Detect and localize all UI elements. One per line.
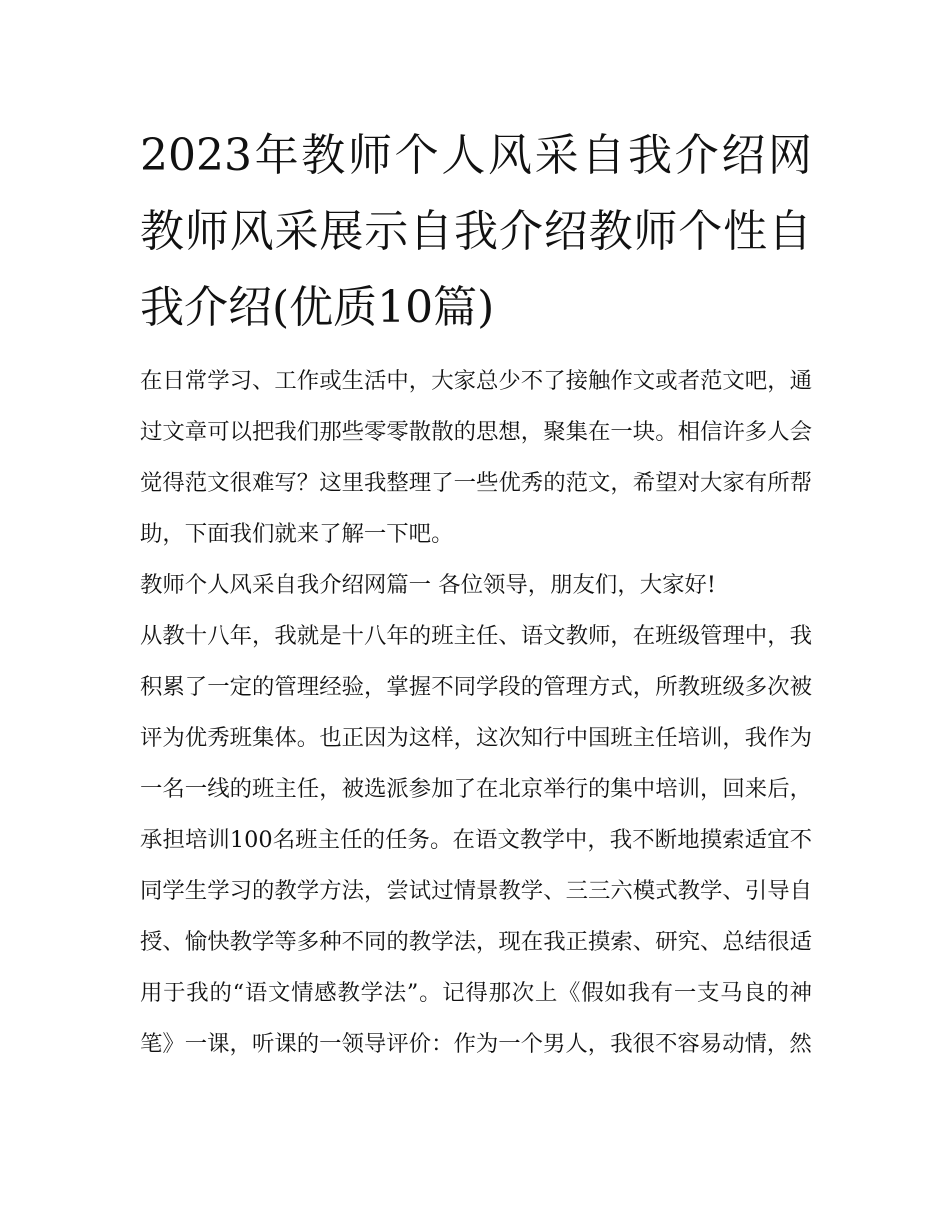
document-body: [140, 356, 812, 1070]
intro-paragraph: 在日常学习、工作或生活中，大家总少不了接触作文或者范文吧，通过文章可以把我们那些零零散散的思想，聚集在一块。相信许多人会觉得范文很难写？这里我整理了一些优秀的范文，希望对大家有所帮助，下面我们就来了解一下吧。: [140, 368, 812, 547]
body-paragraph: 从教十八年，我就是十八年的班主任、语文教师，在班级管理中，我积累了一定的管理经验，掌握不同学段的管理方式，所教班级多次被评为优秀班集体。也正因为这样，这次知行中国班主任培训，我作为一名一线的班主任，被选派参加了在北京举行的集中培训，回来后，承担培训100名班主任的任务。在语文教学中，我不断地摸索适宜不同学生学习的教学方法，尝试过情景教学、三三六模式教学、引导自授、愉快教学等多种不同的教学法，现在我正摸索、研究、总结很适用于我的“语文情感教学法”。记得那次上《假如我有一支马良的神笔》一课，听课的一领导评价：作为一个男人，我很不容易动情，然: [140, 623, 812, 1057]
document-title: 2023年教师个人风采自我介绍网 教师风采展示自我介绍教师个性自我介绍(优质10篇): [140, 130, 812, 333]
document-content: [140, 118, 812, 1070]
section-heading-paragraph: 教师个人风采自我介绍网篇一 各位领导，朋友们，大家好!: [140, 572, 716, 598]
